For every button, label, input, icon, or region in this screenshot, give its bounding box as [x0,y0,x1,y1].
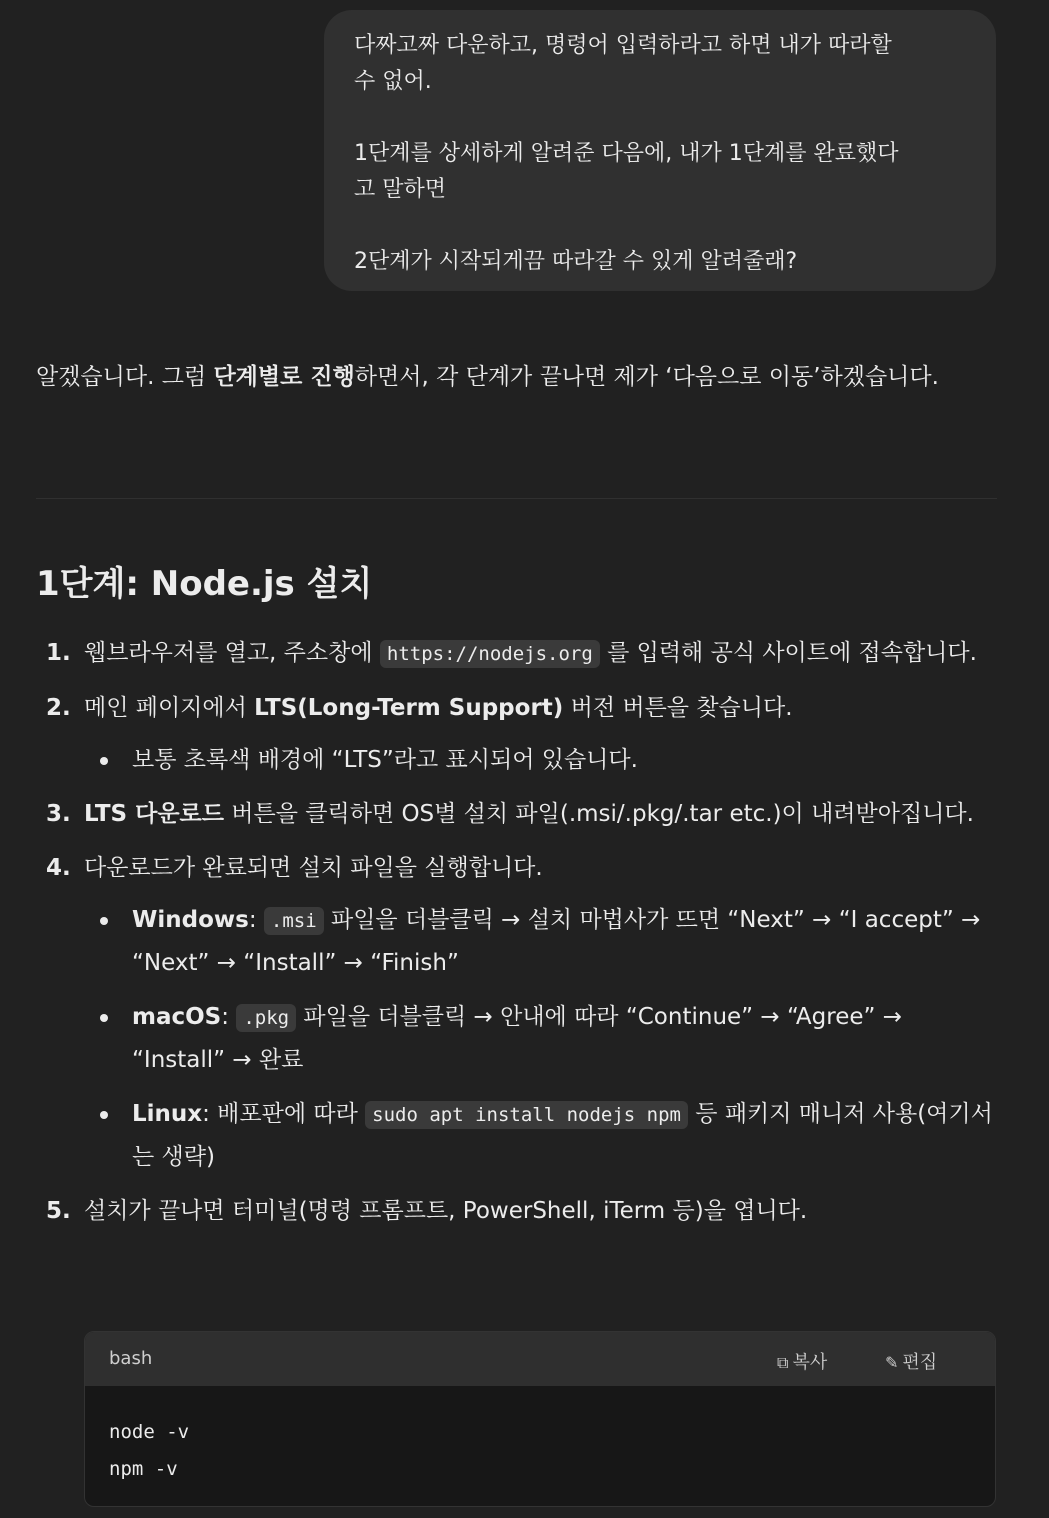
step-text: 웹브라우저를 열고, 주소창에 [84,640,380,666]
step-number: 2. [46,695,71,721]
step-text: 메인 페이지에서 [84,695,255,721]
copy-button[interactable] [777,1348,827,1374]
sub-item-macos [84,996,996,1081]
inline-code: .msi [264,907,324,935]
pencil-icon: ✎ [885,1353,899,1372]
step-text: 다운로드가 완료되면 설치 파일을 실행합니다. [84,855,543,881]
code-header [85,1332,995,1386]
os-label: Windows [132,907,249,933]
sub-text: : [221,1004,237,1030]
user-message-line: 다짜고짜 다운하고, 명령어 입력하라고 하면 내가 따라할 [354,33,892,58]
step-item [36,687,996,781]
sub-item-windows [84,899,996,984]
step-bold: LTS 다운로드 [84,801,224,827]
step-item [36,847,996,1178]
intro-bold: 단계별로 진행 [213,364,355,390]
step-number: 5. [46,1198,71,1224]
inline-code: sudo apt install nodejs npm [365,1101,688,1129]
copy-label: 복사 [792,1352,828,1373]
user-message-line: 1단계를 상세하게 알려준 다음에, 내가 1단계를 완료했다 [354,141,899,166]
step-item [36,632,996,675]
step-bold: LTS(Long-Term Support) [254,695,564,721]
step-number: 1. [46,640,71,666]
step-text: 를 입력해 공식 사이트에 접속합니다. [599,640,977,666]
copy-icon: ⧉ [777,1353,789,1372]
sub-text: 등 패키지 매니저 사용(여기서는 생략) [132,1101,993,1170]
user-message-bubble [324,10,996,291]
steps-list [36,632,996,1244]
inline-code: https://nodejs.org [380,640,600,668]
code-line: npm -v [109,1458,178,1480]
code-language: bash [109,1348,153,1369]
divider [36,498,997,499]
step-item [36,793,996,835]
sub-list [84,739,996,781]
sub-text: : [248,907,264,933]
step-text: 설치가 끝나면 터미널(명령 프롬프트, PowerShell, iTerm 등)을 엽니다. [84,1198,808,1224]
sub-text: 파일을 더블클릭 → 안내에 따라 “Continue” → “Agree” → “Install” → 완료 [132,1004,903,1073]
sub-item-linux [84,1093,996,1178]
code-block [84,1331,996,1507]
step-number: 3. [46,801,71,827]
step-number: 4. [46,855,71,881]
step-item [36,1190,996,1232]
sub-text: : 배포판에 따라 [202,1101,366,1127]
section-heading: 1단계: Node.js 설치 [36,564,373,604]
code-body[interactable] [85,1386,995,1507]
code-line: node -v [109,1421,190,1443]
user-message-line: 2단계가 시작되게끔 따라갈 수 있게 알려줄래? [354,249,798,274]
edit-button[interactable] [885,1348,937,1374]
step-text: 버전 버튼을 찾습니다. [563,695,793,721]
sub-list [84,899,996,1178]
os-label: Linux [132,1101,203,1127]
intro-text: 알겠습니다. 그럼 [36,364,214,390]
user-message-line: 고 말하면 [354,177,447,202]
assistant-intro [36,356,996,398]
sub-item: 보통 초록색 배경에 “LTS”라고 표시되어 있습니다. [84,739,996,781]
intro-text: 하면서, 각 단계가 끝나면 제가 ‘다음으로 이동’하겠습니다. [354,364,939,390]
step-text: 버튼을 클릭하면 OS별 설치 파일(.msi/.pkg/.tar etc.)이 내려받아집니다. [223,801,974,827]
os-label: macOS [132,1004,222,1030]
sub-text: 파일을 더블클릭 → 설치 마법사가 뜨면 “Next” → “I accept” → “Next” → “Install” → “Finish” [132,907,981,976]
inline-code: .pkg [236,1004,296,1032]
user-message-line: 수 없어. [354,69,432,94]
edit-label: 편집 [902,1352,938,1373]
